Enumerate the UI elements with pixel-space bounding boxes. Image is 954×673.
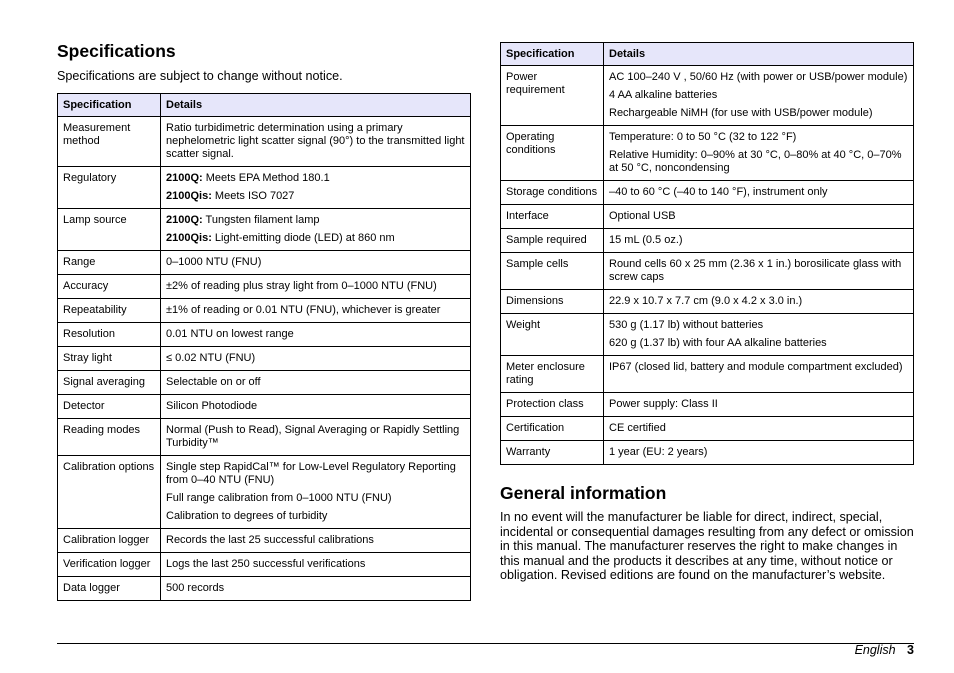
spec-name-cell: Stray light — [58, 347, 161, 371]
table-row — [501, 393, 914, 417]
table-row — [501, 253, 914, 290]
spec-details-cell — [161, 167, 471, 209]
table-row — [58, 553, 471, 577]
spec-name-cell: Dimensions — [501, 290, 604, 314]
table-row — [58, 529, 471, 553]
detail-line: IP67 (closed lid, battery and module compartment excluded) — [609, 361, 903, 373]
detail-line: 1 year (EU: 2 years) — [609, 446, 708, 458]
table-row — [501, 441, 914, 465]
table-body-left — [58, 117, 471, 601]
spec-details-cell — [604, 229, 914, 253]
spec-details-cell — [161, 347, 471, 371]
spec-name-cell: Certification — [501, 417, 604, 441]
spec-name-cell: Sample required — [501, 229, 604, 253]
model-detail: Light-emitting diode (LED) at 860 nm — [211, 232, 395, 244]
spec-name-cell: Verification logger — [58, 553, 161, 577]
spec-name-cell: Calibration options — [58, 456, 161, 529]
table-body-right — [501, 66, 914, 465]
detail-line: ±1% of reading or 0.01 NTU (FNU), whichever is greater — [166, 304, 441, 316]
spec-details-cell — [604, 253, 914, 290]
table-row — [58, 299, 471, 323]
spec-name-cell: Range — [58, 251, 161, 275]
detail-line: AC 100–240 V , 50/60 Hz (with power or USB/power module) — [609, 71, 908, 83]
model-label: 2100Qis: — [166, 190, 212, 202]
spec-details-cell — [604, 181, 914, 205]
left-column — [57, 40, 471, 601]
spec-details-cell — [161, 117, 471, 167]
spec-name-cell: Lamp source — [58, 209, 161, 251]
table-row — [58, 275, 471, 299]
detail-line: 530 g (1.17 lb) without batteries — [609, 319, 764, 331]
table-row — [501, 181, 914, 205]
general-information-section — [500, 482, 914, 583]
footer-language: English — [854, 643, 896, 657]
detail-line: CE certified — [609, 422, 666, 434]
spec-details-cell — [604, 290, 914, 314]
page-number: 3 — [907, 643, 914, 657]
spec-name-cell: Detector — [58, 395, 161, 419]
detail-line: Rechargeable NiMH (for use with USB/power module) — [609, 107, 873, 119]
spec-details-cell — [604, 417, 914, 441]
spec-name-cell: Accuracy — [58, 275, 161, 299]
spec-details-cell — [604, 441, 914, 465]
detail-line: 22.9 x 10.7 x 7.7 cm (9.0 x 4.2 x 3.0 in.) — [609, 295, 803, 307]
spec-details-cell — [161, 275, 471, 299]
table-row — [501, 314, 914, 356]
model-detail: Meets EPA Method 180.1 — [202, 172, 330, 184]
spec-details-cell — [161, 323, 471, 347]
spec-name-cell: Meter enclosure rating — [501, 356, 604, 393]
model-label: 2100Q: — [166, 172, 203, 184]
table-header-row — [501, 43, 914, 66]
detail-line: Normal (Push to Read), Signal Averaging or Rapidly Settling Turbidity™ — [166, 424, 460, 449]
spec-details-cell — [161, 529, 471, 553]
detail-line: Round cells 60 x 25 mm (2.36 x 1 in.) borosilicate glass with screw caps — [609, 258, 902, 283]
table-row — [58, 371, 471, 395]
spec-name-cell: Protection class — [501, 393, 604, 417]
detail-line: Single step RapidCal™ for Low-Level Regulatory Reporting from 0–40 NTU (FNU) — [166, 461, 456, 486]
spec-name-cell: Calibration logger — [58, 529, 161, 553]
spec-name-cell: Regulatory — [58, 167, 161, 209]
table-row — [58, 251, 471, 275]
detail-line — [166, 190, 465, 203]
table-row — [58, 167, 471, 209]
spec-details-cell — [604, 126, 914, 181]
model-detail: Tungsten filament lamp — [202, 214, 320, 226]
table-row — [58, 419, 471, 456]
spec-name-cell: Storage conditions — [501, 181, 604, 205]
specifications-intro: Specifications are subject to change without notice. — [57, 69, 343, 83]
detail-line: Calibration to degrees of turbidity — [166, 510, 328, 522]
specifications-table-right — [500, 42, 914, 465]
spec-details-cell — [161, 371, 471, 395]
detail-line: Temperature: 0 to 50 °C (32 to 122 °F) — [609, 131, 797, 143]
spec-name-cell: Power requirement — [501, 66, 604, 126]
table-row — [58, 395, 471, 419]
spec-name-cell: Data logger — [58, 577, 161, 601]
spec-name-cell: Measurement method — [58, 117, 161, 167]
detail-line: Silicon Photodiode — [166, 400, 258, 412]
detail-line: Selectable on or off — [166, 376, 261, 388]
header-details: Details — [604, 43, 914, 66]
table-row — [501, 417, 914, 441]
table-row — [58, 456, 471, 529]
spec-details-cell — [161, 553, 471, 577]
spec-details-cell — [604, 314, 914, 356]
detail-line — [166, 214, 465, 227]
table-row — [58, 117, 471, 167]
detail-line — [166, 232, 465, 245]
detail-line: Optional USB — [609, 210, 676, 222]
spec-name-cell: Sample cells — [501, 253, 604, 290]
spec-details-cell — [161, 209, 471, 251]
table-row — [58, 347, 471, 371]
spec-name-cell: Weight — [501, 314, 604, 356]
table-row — [58, 577, 471, 601]
detail-line: Power supply: Class II — [609, 398, 718, 410]
spec-name-cell: Reading modes — [58, 419, 161, 456]
table-row — [58, 209, 471, 251]
detail-line: ±2% of reading plus stray light from 0–1000 NTU (FNU) — [166, 280, 437, 292]
model-label: 2100Q: — [166, 214, 203, 226]
header-details: Details — [161, 94, 471, 117]
detail-line: Records the last 25 successful calibrations — [166, 534, 374, 546]
right-column — [500, 42, 914, 583]
general-information-text: In no event will the manufacturer be liable for direct, indirect, special, incidental or consequential damages resulting from any defect or omission in this manual. The manufacturer reserves the right to make changes in this manual and the products it describes at any time, without notice or obligation. Revised editions are found on the manufacturer’s website. — [500, 510, 914, 582]
model-detail: Meets ISO 7027 — [211, 190, 295, 202]
spec-details-cell — [161, 419, 471, 456]
detail-line: Ratio turbidimetric determination using a primary nephelometric light scatter signal (90°) to the transmitted light scatter signal. — [166, 122, 465, 160]
header-specification: Specification — [58, 94, 161, 117]
detail-line — [166, 172, 465, 185]
spec-details-cell — [161, 251, 471, 275]
detail-line: 620 g (1.37 lb) with four AA alkaline batteries — [609, 337, 827, 349]
general-information-title: General information — [500, 483, 667, 503]
spec-name-cell: Interface — [501, 205, 604, 229]
spec-details-cell — [604, 393, 914, 417]
table-row — [58, 323, 471, 347]
detail-line: Logs the last 250 successful verifications — [166, 558, 366, 570]
spec-name-cell: Signal averaging — [58, 371, 161, 395]
detail-line: 0.01 NTU on lowest range — [166, 328, 294, 340]
spec-name-cell: Resolution — [58, 323, 161, 347]
table-row — [501, 229, 914, 253]
detail-line: 0–1000 NTU (FNU) — [166, 256, 262, 268]
table-row — [501, 205, 914, 229]
table-row — [501, 66, 914, 126]
spec-details-cell — [604, 205, 914, 229]
spec-name-cell: Warranty — [501, 441, 604, 465]
header-specification: Specification — [501, 43, 604, 66]
table-row — [501, 290, 914, 314]
spec-details-cell — [604, 66, 914, 126]
footer-divider — [57, 643, 914, 644]
detail-line: 4 AA alkaline batteries — [609, 89, 718, 101]
detail-line: Relative Humidity: 0–90% at 30 °C, 0–80% at 40 °C, 0–70% at 50 °C, noncondensing — [609, 149, 902, 174]
spec-details-cell — [604, 356, 914, 393]
table-header-row — [58, 94, 471, 117]
specifications-title: Specifications — [57, 41, 176, 61]
detail-line: 500 records — [166, 582, 225, 594]
spec-details-cell — [161, 577, 471, 601]
detail-line: 15 mL (0.5 oz.) — [609, 234, 683, 246]
specifications-table-left — [57, 93, 471, 601]
spec-name-cell: Repeatability — [58, 299, 161, 323]
spec-details-cell — [161, 456, 471, 529]
model-label: 2100Qis: — [166, 232, 212, 244]
spec-details-cell — [161, 299, 471, 323]
detail-line: –40 to 60 °C (–40 to 140 °F), instrument only — [609, 186, 828, 198]
page-footer — [855, 642, 914, 658]
detail-line: ≤ 0.02 NTU (FNU) — [166, 352, 256, 364]
table-row — [501, 356, 914, 393]
spec-name-cell: Operating conditions — [501, 126, 604, 181]
detail-line: Full range calibration from 0–1000 NTU (FNU) — [166, 492, 392, 504]
spec-details-cell — [161, 395, 471, 419]
table-row — [501, 126, 914, 181]
